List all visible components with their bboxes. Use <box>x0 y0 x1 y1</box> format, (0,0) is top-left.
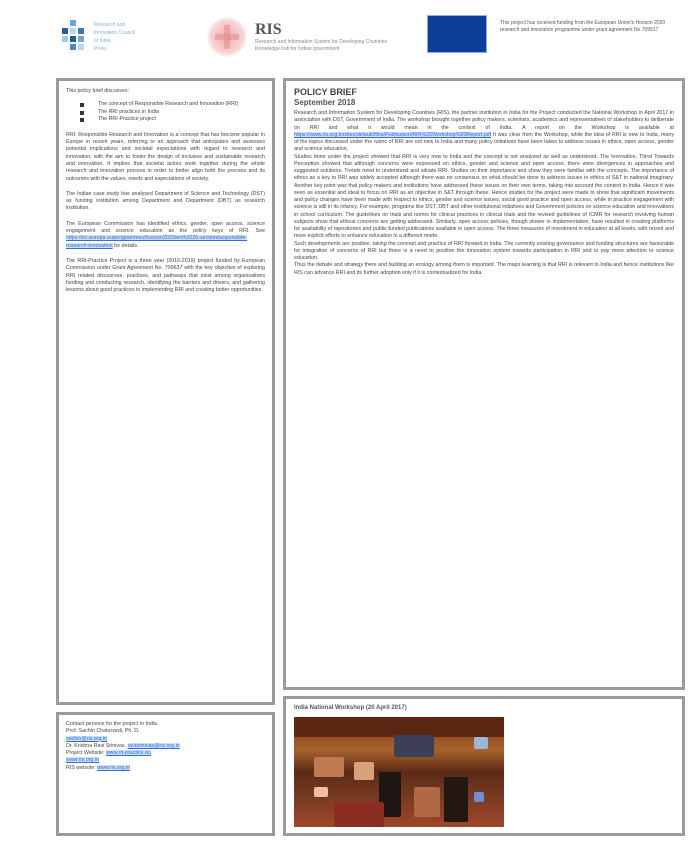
ris-subtitle: Research and Information System for Developing Countries <box>255 39 388 45</box>
indian-case-study: The Indian case study has analysed Department of Science and Technology (DST) as funding institution among Department and Department (DBT) as research institution. <box>66 190 265 212</box>
ris-website-label: RIS website: <box>66 764 96 771</box>
brief-paragraph-4: Thus the debate and strategy there and building an ecology among them is important. The major learning is that RRI is relevant to India and hence institutions like RIS can advance RRI and its further adoption only if it is contextualized for India. <box>294 262 674 276</box>
brief-paragraph-3: Such developments are positive, taking the concept and practice of RRI forward in India. The currently existing governance and funding structures are favourable for integration of concerns of RRI but there is a need to position the innovation system towards participation in RRI and to pay more attention to science education. <box>294 240 674 261</box>
ris-website-link[interactable]: www.ris.org.in <box>97 764 131 771</box>
logo-line: Research and <box>94 22 126 28</box>
project-website-link[interactable]: www.rri-practice.eu <box>105 750 151 757</box>
contact-name: Prof. Sachin Chaturvedi, Ph. D. <box>66 728 140 735</box>
brief-paragraph-1: Research and Information System for Developing Countries (RIS), the partner institution in India for the Project conducted the National Workshop in April 2017 in association with DST, Government of India. The workshop brought together policy makers, scientists, academics and representatives of stakeholders to deliberate on RRI and what it would mean in the context of India. A report on the Workshop is available at https://www.ris.org.in/sites/default/files/Publication/RRI%20Workshop%20Report.pdf It was clear from the Workshop, while the idea of RRI is new to India, many of the topics discussed under the rubric of RRI are not new to India and many policy initiatives have been taken to address issues in ethics, open access, gender and science education. <box>294 110 674 153</box>
topic-bullets <box>80 101 265 124</box>
ris-link[interactable]: www.ris.org.in <box>66 757 99 764</box>
brief-date: September 2018 <box>294 98 356 107</box>
ris-logo <box>207 12 407 62</box>
contact-email-link-2[interactable]: ravisrinivas@ris.org.in <box>127 742 180 749</box>
ris-emblem-icon <box>207 17 247 57</box>
ec-rri-link[interactable]: https://ec.europa.eu/programmes/horizon2020/en/h2020-section/responsible-research-innovation <box>66 235 248 249</box>
logo-line: Press <box>94 46 107 52</box>
ris-tagline: Knowledge hub for Indian government <box>255 46 340 52</box>
rri-definition: RRI: Responsible Research and Innovation is a concept that has become popular in Europe in recent years, referring to an approach that anticipates and assesses potential implications and societal expectations with regard to research and innovation, with the aim to foster the design of inclusive and sustainable research and innovation. It implies that societal actors work together during the whole research and innovation process in order to better align both the process and its outcomes with the values, needs and expectations of society. <box>66 131 265 182</box>
logo-line: of India <box>94 38 111 44</box>
event-box <box>283 696 685 836</box>
project-website-label: Project Website: <box>66 750 105 757</box>
bullet-icon <box>80 111 84 115</box>
ris-title: RIS <box>255 21 282 38</box>
page-header <box>0 0 700 75</box>
dot-matrix-icon <box>62 20 88 54</box>
workshop-photo <box>294 717 504 827</box>
contact-box <box>56 712 275 836</box>
logo-line: Innovation Council <box>94 30 136 36</box>
eu-funding-text: This project has received funding from the European Union's Horizon 2020 research and innovation programme under grant agreement No 709517 <box>500 20 666 33</box>
contact-heading: Contact persons for the project in India <box>66 721 157 727</box>
event-title: India National Workshop (20 April 2017) <box>294 705 407 711</box>
contact-line-2-label: Dr. Krishna Ravi Srinivas, <box>66 742 127 749</box>
contact-email-link-1[interactable]: sachin@ris.org.in <box>66 735 107 742</box>
university-logo <box>62 14 172 60</box>
ec-keys-paragraph: The European Commission has identified ethics, gender, open access, science engagement and science education as the policy keys of RRI. See https://ec.europa.eu/programmes/horizon2020/en/h2020-section/responsible-research-innovation for details. <box>66 220 265 249</box>
intro-text: This policy brief discusses: <box>66 88 129 94</box>
bullet-icon <box>80 118 84 122</box>
left-sidebar-box <box>56 78 275 705</box>
policy-brief-box <box>283 78 685 690</box>
bullet-item: The concept of Responsible Research and Innovation (RRI) <box>80 101 265 109</box>
bullet-item: The RRI practices in India <box>80 109 265 117</box>
brief-paragraph-2: Studies done under the project showed that RRI is very new to India and the concept is not analyzed as well as understood. The Innovation, Thirst Towards Perception showed that although concerns were expressed on ethics, gender and science and open access, there were divergences in approaches and suggested solutions. Trends need to understand and situate RRI. Studies on their importance and show they were familiar with the concepts. The importance of ethics as a key to RRI was widely accepted although there was no consensus on what should be done to address issues in ethics of S&T in national imaginary. Another key point was that policy makers and institutions have addressed these issues on their own terms, taking into account the context in India. Hence it was seen as essential and ideal to focus on RRI as an objective in S&T through these. Hence studies for the project were made to show that significant movements and policy changes have been made with respect to ethics, gender and science issues, social good practice and open access, while in practice engagement with science is still in its infancy. For example, programs like DST, DBT and other institutional initiatives and Government policies on science education and innovations in school curriculum. The guidelines on trials and norms for clinical practices in clinical trials and the revised guidelines of ICMR for research involving human subjects show that ethical concerns are getting addressed. Similarly, open access policies, though slower in implementation, have resulted in creating platforms for availability of repositories and public-funded publications available in open access. The three measures of investment in education at all levels, with recent and more explicit efforts to enhance education in a different mode. <box>294 153 674 240</box>
brief-title: POLICY BRIEF <box>294 87 357 97</box>
eu-flag-icon <box>427 15 487 53</box>
workshop-report-link[interactable]: https://www.ris.org.in/sites/default/files/Publication/RRI%20Workshop%20Report.pdf <box>294 131 492 138</box>
bullet-icon <box>80 103 84 107</box>
bullet-item: The RRI-Practice project <box>80 116 265 124</box>
project-paragraph: The RRI-Practice Project is a three year (2016-2019) project funded by European Commission under Grant Agreement No. 709637 with the key objective of exploring RRI related discourses, practices, and pathways that exist among organisations funding and conducting research, identifying the barriers and drivers, and gathering lessons about good practices in implementing RRI and creating better opportunities. <box>66 257 265 294</box>
